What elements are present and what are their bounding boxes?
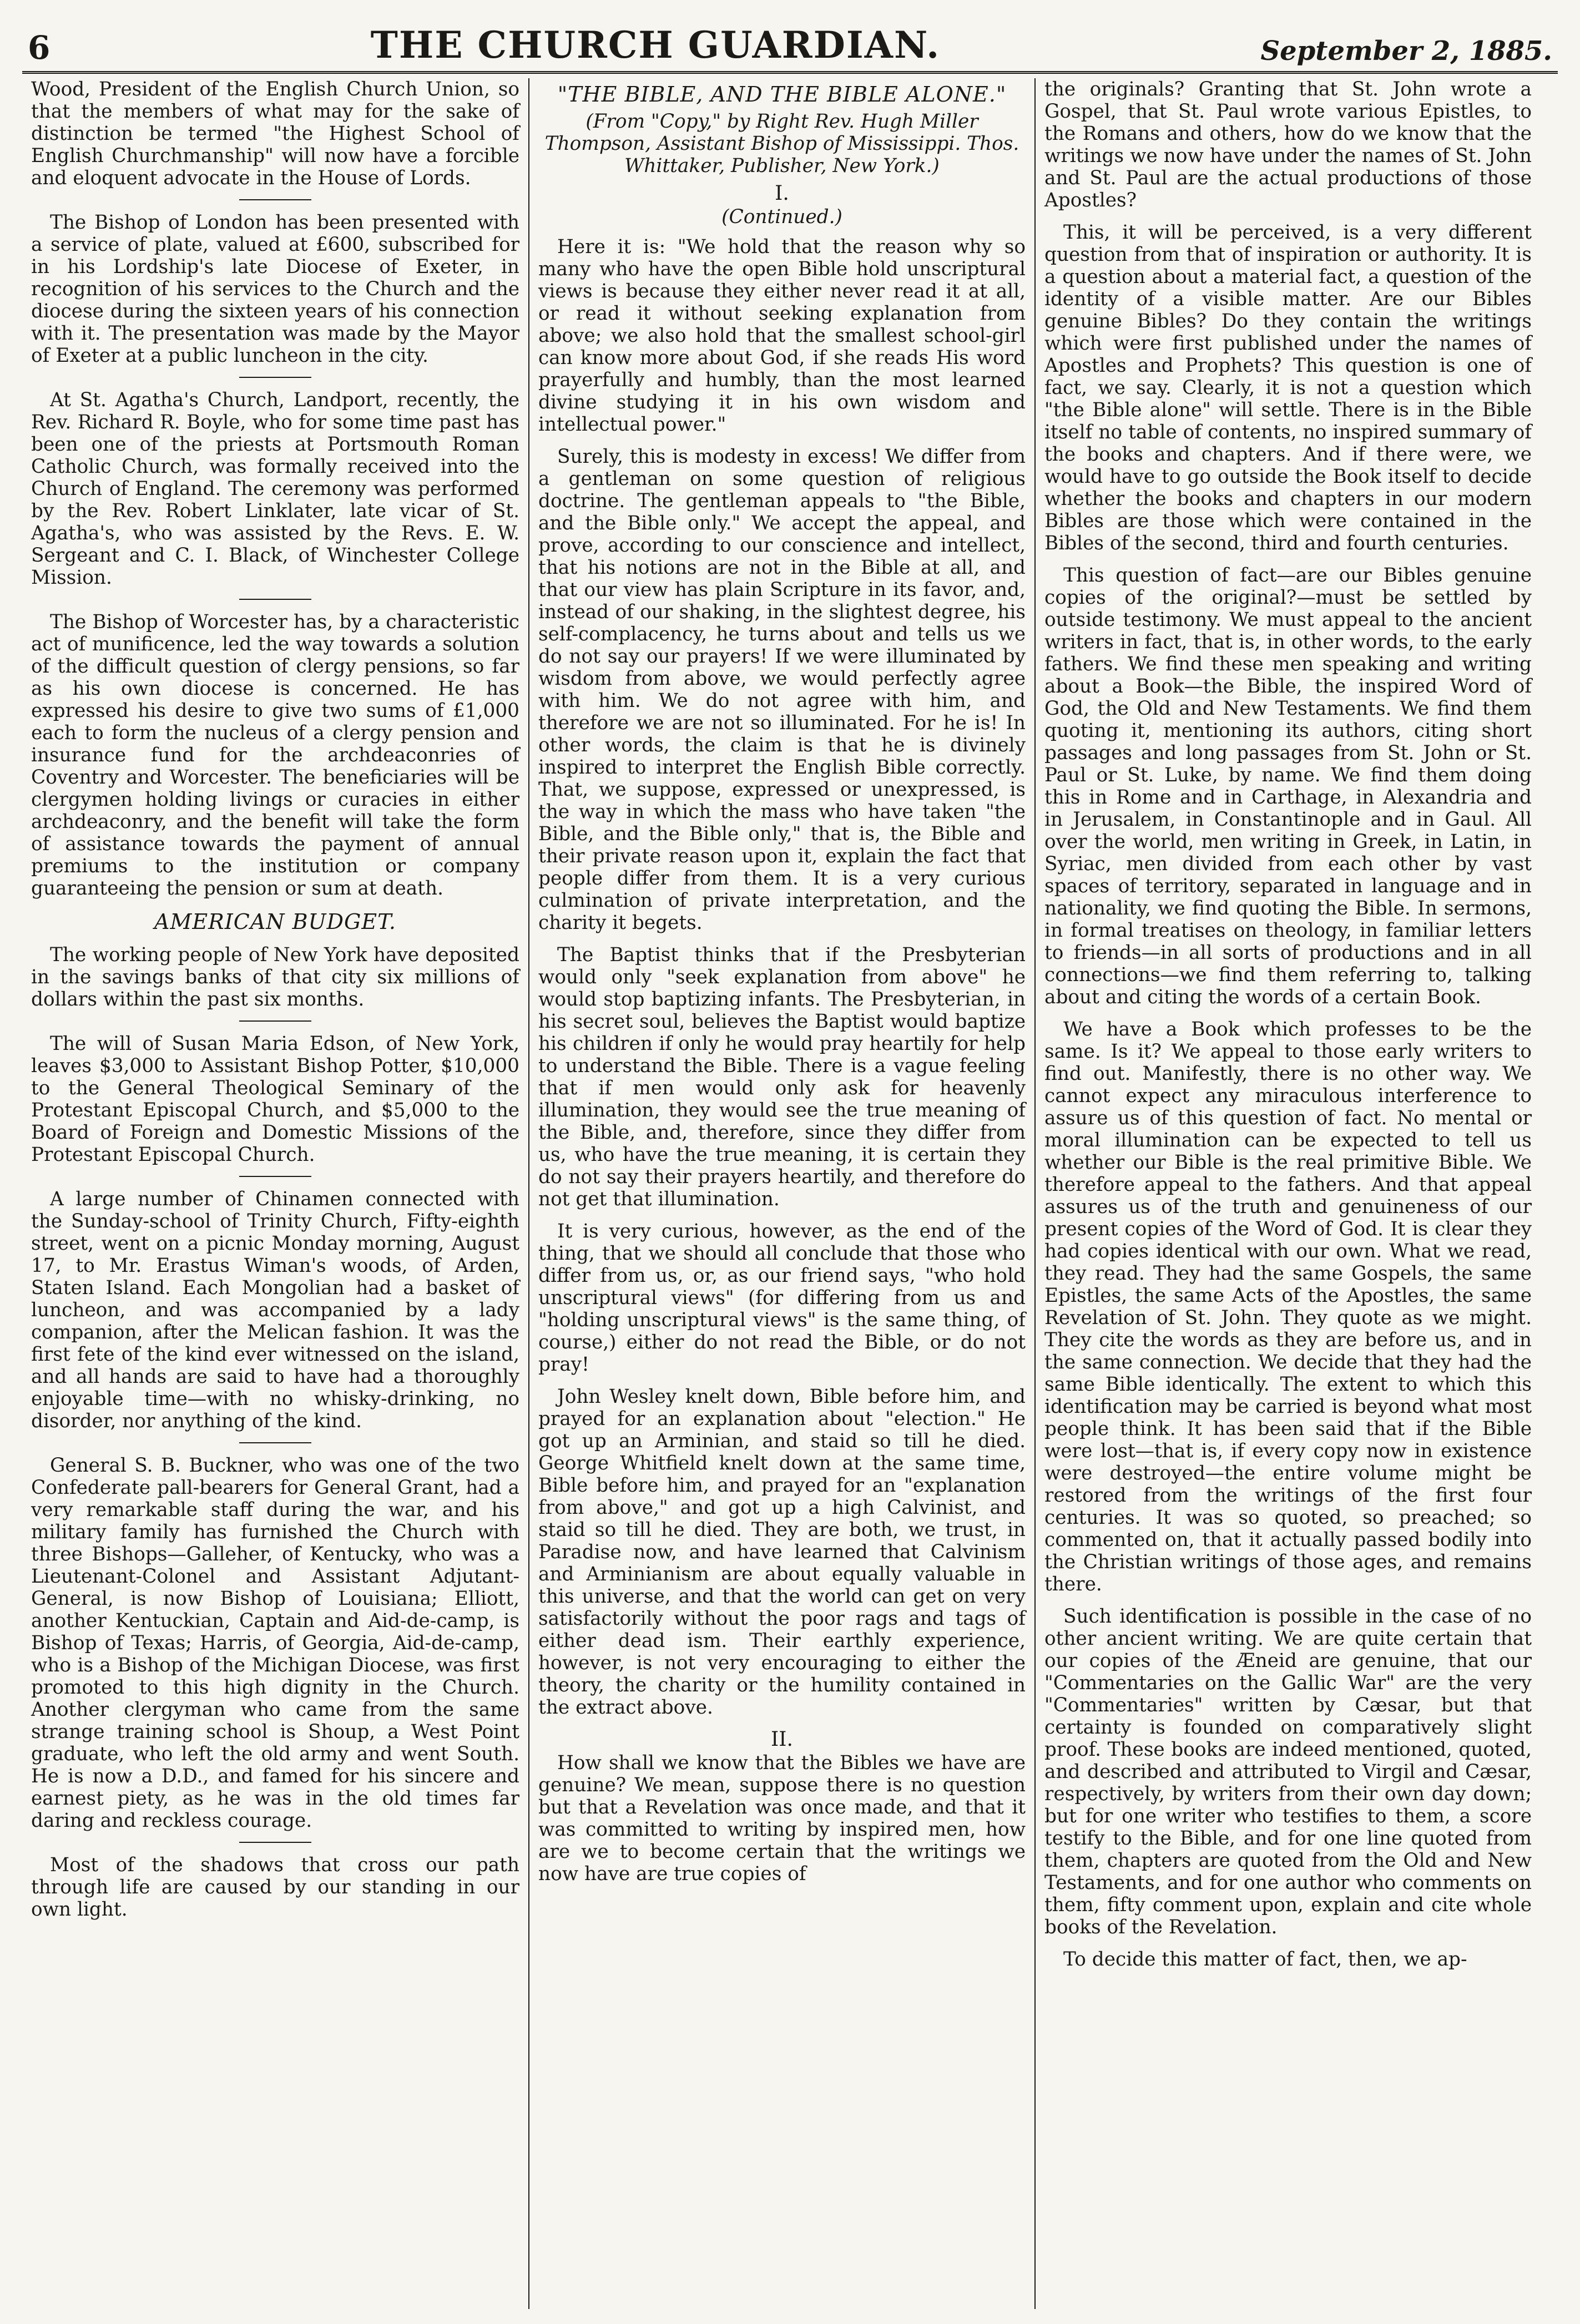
- paragraph: John Wesley knelt down, Bible before him, and prayed for an explanation about "election." He got up an Arminian, and staid so till he died. George Whitfield knelt down at the same time, Bible before him, and prayed for an "explanation from above," and got up a high Calvinist, and staid so till he died. They are both, we trust, in Paradise now, and have learned that Calvinism and Arminianism are about equally valuable in this universe, and that the world can get on very satisfactorily without the poor rags and tags of either dead ism. Their earthly experience, however, is not very encouraging to either the theory, the charity or the humility contained in the extract above.: [538, 1386, 1026, 1719]
- column-1: [22, 78, 528, 2309]
- column-2: [528, 78, 1034, 2309]
- separator: [239, 1842, 311, 1843]
- paragraph: How shall we know that the Bibles we have are genuine? We mean, suppose there is no question but that a Revelation was once made, and that it was committed to writing by inspired men, how are we to become certain that the writings we now have are true copies of: [538, 1752, 1026, 1885]
- separator: [239, 1176, 311, 1177]
- separator: [239, 199, 311, 200]
- section-number: I.: [775, 182, 789, 205]
- paragraph: Surely, this is modesty in excess! We differ from a gentleman on some question of religious doctrine. The gentleman appeals to "the Bible, and the Bible only." We accept the appeal, and prove, according to our conscience and intellect, that his notions are not in the Bible at all, and that our view has plain Scripture in its favor, and, instead of our shaking, in the slightest degree, his self-complacency, he turns about and tells us we do not say our prayers! If we were illuminated by wisdom from above, we would perfectly agree with him. We do not agree with him, and therefore we are not so illuminated. For he is! In other words, the claim is that he is divinely inspired to interpret the English Bible correctly. That, we suppose, expressed or unexpressed, is the way in which the mass who have taken "the Bible, and the Bible only," that is, the Bible and their private reason upon it, explain the fact that people differ from them. It is a very curious culmination of private interpretation, and the charity it begets.: [538, 446, 1026, 934]
- section-heading: AMERICAN BUDGET.: [154, 910, 396, 934]
- article-byline: (From "Copy," by Right Rev. Hugh Miller Thompson, Assistant Bishop of Mississippi. Thos. Whittaker, Publisher, New York.): [544, 110, 1019, 177]
- paragraph: To decide this matter of fact, then, we ap-: [1063, 1948, 1467, 1971]
- paragraph: The Baptist thinks that if the Presbyterian would only "seek explanation from above" he would stop baptizing infants. The Presbyterian, in his secret soul, believes the Baptist would baptize his children if only he would pray heartily for help to understand the Bible. There is a vague feeling that if men would only ask for heavenly illumination, they would see the true meaning of the Bible, and, therefore, since they differ from us, who have the true meaning, it is certain they do not say their prayers heartily, and therefore do not get that illumination.: [538, 944, 1026, 1210]
- paragraph: This question of fact—are our Bibles genuine copies of the original?—must be settled by outside testimony. We must appeal to the ancient writers in fact, that is, in other words, to the early fathers. We find these men speaking and writing about a Book—the Bible, the inspired Word of God, the Old and New Testaments. We find them quoting it, mentioning its authors, citing short passages and long passages from St. John or St. Paul or St. Luke, by name. We find them doing this in Rome and in Carthage, in Alexandria and in Jerusalem, in Constantinople and in Gaul. All over the world, men writing in Greek, in Latin, in Syriac, men divided from each other by vast spaces of territory, separated in language and in nationality, we find quoting the Bible. In sermons, in formal treatises on theology, in familiar letters to friends—in all sorts of productions and in all connections—we find them referring to, talking about and citing the words of a certain Book.: [1044, 564, 1532, 1008]
- newspaper-title: THE CHURCH GUARDIAN.: [370, 23, 941, 67]
- masthead: [22, 17, 1558, 74]
- paragraph: It is very curious, however, as the end of the thing, that we should all conclude that those who differ from us, or, as our friend says, "who hold unscriptural views" (for differing from us and "holding unscriptural views" is the same thing, of course,) either do not read the Bible, or do not pray!: [538, 1220, 1026, 1376]
- paragraph: Most of the shadows that cross our path through life are caused by our standing in our own light.: [31, 1854, 519, 1921]
- paragraph: At St. Agatha's Church, Landport, recently, the Rev. Richard R. Boyle, who for some time past has been one of the priests at Portsmouth Roman Catholic Church, was formally received into the Church of England. The ceremony was performed by the Rev. Robert Linklater, late vicar of St. Agatha's, who was assisted by the Revs. E. W. Sergeant and C. I. Black, of Winchester College Mission.: [31, 389, 519, 589]
- continued-label: (Continued.): [721, 206, 842, 228]
- paragraph: A large number of Chinamen connected with the Sunday-school of Trinity Church, Fifty-eighth street, went on a picnic Monday morning, August 17, to Mr. Erastus Wiman's woods, of Arden, Staten Island. Each Mongolian had a basket of luncheon, and was accompanied by a lady companion, after the Melican fashion. It was the first fete of the kind ever witnessed on the island, and all hands are said to have had a thoroughly enjoyable time—with no whisky-drinking, no disorder, nor anything of the kind.: [31, 1188, 519, 1432]
- paragraph: the originals? Granting that St. John wrote a Gospel, that St. Paul wrote various Epistles, to the Romans and others, how do we know that the writings we now have under the names of St. John and St. Paul are the actual productions of those Apostles?: [1044, 78, 1532, 211]
- text-columns: [22, 78, 1558, 2309]
- paragraph: Such identification is possible in the case of no other ancient writing. We are quite certain that our copies of the Æneid are genuine, that our "Commentaries on the Gallic War" are the very "Commentaries" written by Cæsar, but that certainty is founded on comparatively slight proof. These books are indeed mentioned, quoted, and described and attributed to Virgil and Cæsar, respectively, by writers from their own day down; but for one writer who testifies to them, a score testify to the Bible, and for one line quoted from them, chapters are quoted from the Old and New Testaments, and for one author who comments on them, fifty comment upon, explain and cite whole books of the Revelation.: [1044, 1605, 1532, 1938]
- separator: [239, 1020, 311, 1022]
- section-number: II.: [771, 1728, 793, 1751]
- paragraph: The working people of New York have deposited in the savings banks of that city six millions of dollars within the past six months.: [31, 944, 519, 1011]
- paragraph: The will of Susan Maria Edson, of New York, leaves $3,000 to Assistant Bishop Potter, $10,000 to the General Theological Seminary of the Protestant Episcopal Church, and $5,000 to the Board of Foreign and Domestic Missions of the Protestant Episcopal Church.: [31, 1033, 519, 1166]
- paragraph: The Bishop of Worcester has, by a characteristic act of munificence, led the way towards a solution of the difficult question of clergy pensions, so far as his own diocese is concerned. He has expressed his desire to give two sums of £1,000 each to form the nucleus of a clergy pension and insurance fund for the archdeaconries of Coventry and Worcester. The beneficiaries will be clergymen holding livings or curacies in either archdeaconry, and the benefit will take the form of assistance towards the payment of annual premiums to the institution or company guaranteeing the pension or sum at death.: [31, 611, 519, 900]
- separator: [239, 599, 311, 600]
- paragraph: Wood, President of the English Church Union, so that the members of what may for the sake of distinction be termed "the Highest School of English Churchmanship" will now have a forcible and eloquent advocate in the House of Lords.: [31, 78, 519, 189]
- issue-date: September 2, 1885.: [1260, 36, 1552, 67]
- separator: [239, 377, 311, 378]
- column-3: [1034, 78, 1541, 2309]
- article-title: "THE BIBLE, AND THE BIBLE ALONE.": [557, 82, 1007, 107]
- page-number: 6: [28, 29, 51, 67]
- paragraph: General S. B. Buckner, who was one of the two Confederate pall-bearers for General Grant, had a very remarkable staff during the war, and his military family has furnished the Church with three Bishops—Galleher, of Kentucky, who was a Lieutenant-Colonel and Assistant Adjutant-General, is now Bishop of Louisiana; Elliott, another Kentuckian, Captain and Aid-de-camp, is Bishop of Texas; Harris, of Georgia, Aid-de-camp, who is a Bishop of the Michigan Diocese, was first promoted to this high dignity in the Church. Another clergyman who came from the same strange training school is Shoup, a West Point graduate, who left the old army and went South. He is now a D.D., and famed for his sincere and earnest piety, as he was in the old times far daring and reckless courage.: [31, 1454, 519, 1832]
- paragraph: The Bishop of London has been presented with a service of plate, valued at £600, subscribed for in his Lordship's late Diocese of Exeter, in recognition of his services to the Church and the diocese during the sixteen years of his connection with it. The presentation was made by the Mayor of Exeter at a public luncheon in the city.: [31, 211, 519, 367]
- paragraph: Here it is: "We hold that the reason why so many who have the open Bible hold unscriptural views is because they either never read it at all, or read it without seeking explanation from above; we also hold that the smallest school-girl can know more about God, if she reads His word prayerfully and humbly, than the most learned divine studying it in his own wisdom and intellectual power.": [538, 236, 1026, 436]
- separator: [239, 1442, 311, 1443]
- paragraph: This, it will be perceived, is a very different question from that of inspiration or authority. It is a question about a material fact, a question of the identity of a visible matter. Are our Bibles genuine Bibles? Do they contain the writings which were first published under the names of Apostles and Prophets? This question is one of fact, we say. Clearly, it is not a question which "the Bible alone" will settle. There is in the Bible itself no table of contents, no inspired summary of the books and chapters. And if there were, we would have to go outside the Book itself to decide whether the books and chapters in our modern Bibles are those which were contained in the Bibles of the second, third and fourth centuries.: [1044, 221, 1532, 554]
- paragraph: We have a Book which professes to be the same. Is it? We appeal to those early writers to find out. Manifestly, there is no other way. We cannot expect any miraculous interference to assure us of this question of fact. No mental or moral illumination can be expected to tell us whether our Bible is the real primitive Bible. We therefore appeal to the fathers. And that appeal assures us of the truth and genuineness of our present copies of the Word of God. It is clear they had copies identical with our own. What we read, they read. They had the same Gospels, the same Epistles, the same Acts of the Apostles, the same Revelation of St. John. They quote as we might. They cite the words as they are before us, and in the same connection. We decide that they had the same Bible identically. The extent to which this identification may be carried is beyond what most people think. It has been said that if the Bible were lost—that is, if every copy now in existence were destroyed—the entire volume might be restored from the writings of the first four centuries. It was so quoted, so preached; so commented on, that it actually passed bodily into the Christian writings of those ages, and remains there.: [1044, 1018, 1532, 1595]
